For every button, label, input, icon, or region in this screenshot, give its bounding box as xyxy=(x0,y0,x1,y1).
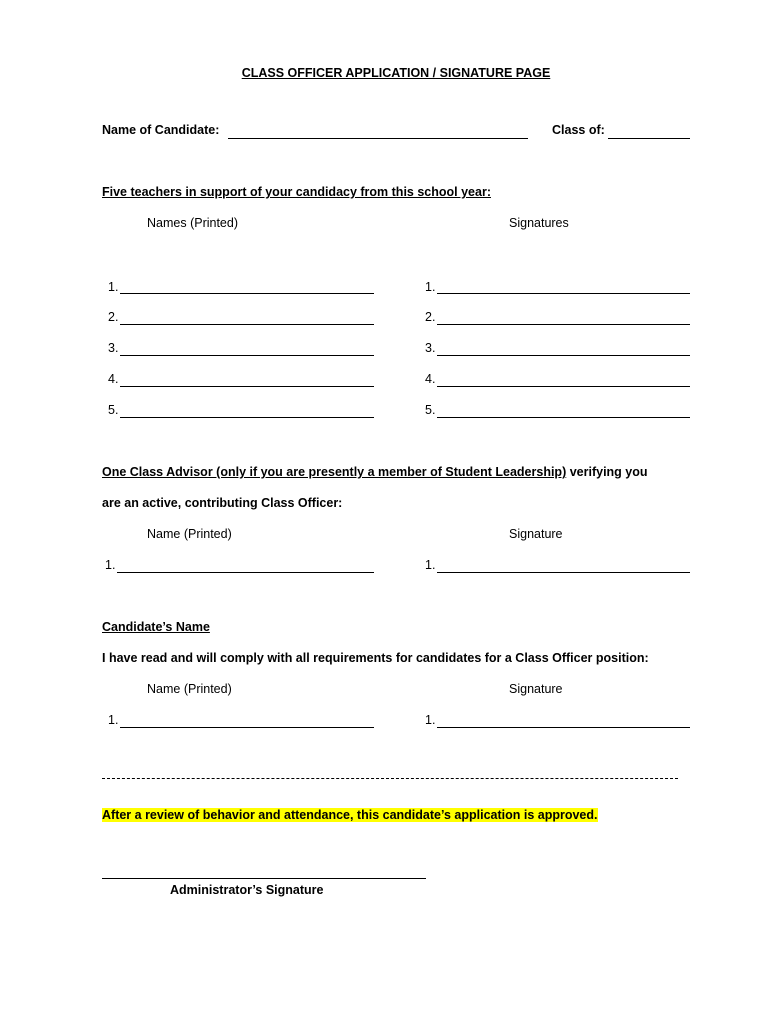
advisor-row-number: 1. xyxy=(105,558,116,572)
advisor-heading-rest: verifying you xyxy=(566,465,648,479)
advisor-name-header: Name (Printed) xyxy=(147,527,232,541)
class-of-label: Class of: xyxy=(552,123,605,137)
candidate-signature-header: Signature xyxy=(509,682,563,696)
candidate-name-header: Name (Printed) xyxy=(147,682,232,696)
row-number: 2. xyxy=(108,310,119,324)
approval-statement xyxy=(102,808,598,822)
teacher-name-field[interactable] xyxy=(120,355,374,356)
row-number: 3. xyxy=(108,341,119,355)
approval-highlight: After a review of behavior and attendance, this candidate’s application is approved. xyxy=(102,808,598,822)
row-number: 4. xyxy=(425,372,436,386)
row-number: 1. xyxy=(108,280,119,294)
advisor-signature-field[interactable] xyxy=(437,572,690,573)
teacher-name-field[interactable] xyxy=(120,324,374,325)
teachers-signatures-header: Signatures xyxy=(509,216,569,230)
admin-signature-label: Administrator’s Signature xyxy=(170,883,324,897)
teacher-name-field[interactable] xyxy=(120,293,374,294)
candidate-row-number: 1. xyxy=(108,713,119,727)
candidate-name-field[interactable] xyxy=(228,138,528,139)
advisor-signature-header: Signature xyxy=(509,527,563,541)
advisor-heading xyxy=(102,465,648,479)
teacher-signature-field[interactable] xyxy=(437,417,690,418)
teachers-heading: Five teachers in support of your candidacy from this school year: xyxy=(102,185,491,199)
candidate-name-label: Name of Candidate: xyxy=(102,123,220,137)
candidate-name-heading: Candidate’s Name xyxy=(102,620,210,634)
class-of-field[interactable] xyxy=(608,138,690,139)
teacher-signature-field[interactable] xyxy=(437,324,690,325)
row-number: 1. xyxy=(425,280,436,294)
admin-signature-field[interactable] xyxy=(102,878,426,879)
row-number: 3. xyxy=(425,341,436,355)
candidate-statement: I have read and will comply with all requirements for candidates for a Class Officer position: xyxy=(102,651,649,665)
row-number: 5. xyxy=(108,403,119,417)
row-number: 5. xyxy=(425,403,436,417)
teacher-signature-field[interactable] xyxy=(437,355,690,356)
candidate-row-number: 1. xyxy=(425,713,436,727)
advisor-heading-line2: are an active, contributing Class Officer: xyxy=(102,496,343,510)
teacher-signature-field[interactable] xyxy=(437,386,690,387)
page-title: CLASS OFFICER APPLICATION / SIGNATURE PAGE xyxy=(241,66,551,80)
advisor-heading-underlined: One Class Advisor (only if you are presently a member of Student Leadership) xyxy=(102,465,567,479)
advisor-row-number: 1. xyxy=(425,558,436,572)
section-divider xyxy=(102,778,678,779)
teacher-name-field[interactable] xyxy=(120,386,374,387)
row-number: 4. xyxy=(108,372,119,386)
teacher-name-field[interactable] xyxy=(120,417,374,418)
teacher-signature-field[interactable] xyxy=(437,293,690,294)
advisor-name-field[interactable] xyxy=(117,572,374,573)
teachers-names-header: Names (Printed) xyxy=(147,216,238,230)
candidate-signature-field[interactable] xyxy=(437,727,690,728)
row-number: 2. xyxy=(425,310,436,324)
candidate-printed-name-field[interactable] xyxy=(120,727,374,728)
